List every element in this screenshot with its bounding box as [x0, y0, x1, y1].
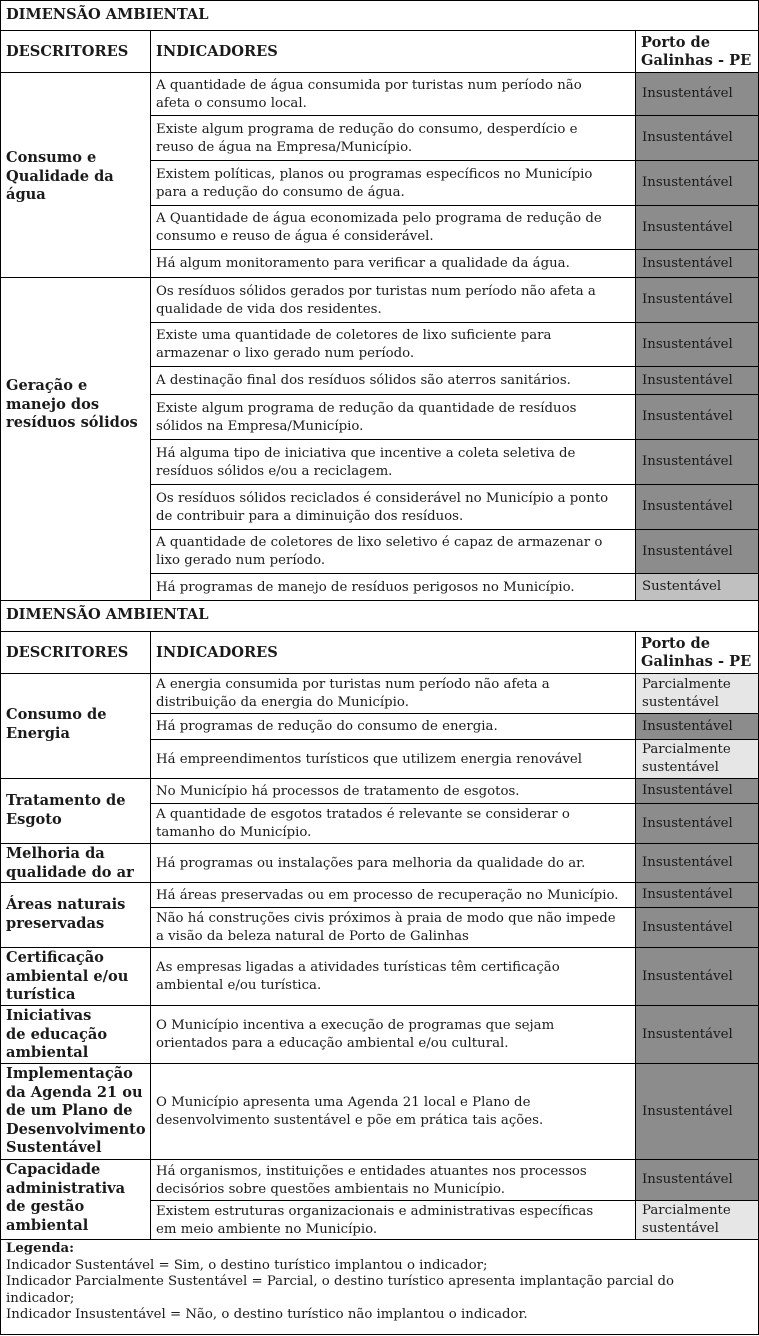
status-cell: Insustentável	[636, 395, 758, 439]
indicator-text: Existe algum programa de redução da quantidade de resíduos sólidos na Empresa/Município.	[156, 400, 577, 434]
status-cell: Insustentável	[636, 73, 758, 115]
legend-title: Legenda:	[6, 1241, 75, 1256]
table-rule	[150, 1063, 151, 1160]
table-rule	[0, 1063, 151, 1064]
status-cell: Insustentável	[636, 804, 758, 843]
header-descritores: DESCRITORES	[6, 644, 129, 661]
table-rule	[0, 673, 1, 779]
status-cell: Insustentável	[636, 948, 758, 1005]
table-rule	[0, 778, 151, 779]
table-rule	[0, 1005, 1, 1064]
status-cell: Insustentável	[636, 116, 758, 160]
table-rule	[150, 947, 151, 1006]
indicator-text: Há áreas preservadas ou em processo de recuperação no Município.	[156, 887, 619, 903]
status-cell: Insustentável	[636, 779, 758, 803]
status-cell: Insustentável	[636, 883, 758, 907]
status-cell: Insustentável	[636, 206, 758, 249]
table-rule	[150, 72, 151, 278]
table-rule	[0, 843, 1, 883]
table-rule	[0, 277, 151, 278]
indicator-text: Há programas de manejo de resíduos perigosos no Município.	[156, 579, 575, 595]
table-rule	[150, 882, 151, 948]
table-rule	[0, 72, 1, 278]
table-rule	[0, 631, 759, 632]
indicator-text: A quantidade de coletores de lixo seletivo é capaz de armazenar o lixo gerado num período.	[156, 535, 603, 568]
table-title: DIMENSÃO AMBIENTAL	[6, 6, 209, 23]
descriptor-label: Implementação da Agenda 21 ou de um Plano de Desenvolvimento Sustentável	[6, 1065, 146, 1157]
descriptor-label: Capacidade administrativa de gestão ambiental	[6, 1161, 126, 1234]
status-cell: Parcialmente sustentável	[636, 1201, 758, 1239]
status-cell: Insustentável	[636, 440, 758, 484]
legend-line: Indicador Parcialmente Sustentável = Parcial, o destino turístico apresenta implantação parcial do	[6, 1274, 675, 1289]
table-rule	[150, 778, 151, 844]
indicator-text: A destinação final dos resíduos sólidos são aterros sanitários.	[156, 373, 571, 388]
status-cell: Insustentável	[636, 1006, 758, 1063]
status-cell: Insustentável	[636, 323, 758, 366]
table-rule	[150, 843, 151, 883]
table-rule	[0, 882, 1, 948]
table-rule	[0, 0, 1, 72]
status-cell: Insustentável	[636, 1064, 758, 1159]
table-rule	[150, 1005, 151, 1064]
indicator-text: O Município apresenta uma Agenda 21 local e Plano de desenvolvimento sustentável e põe em prática tais ações.	[156, 1095, 544, 1128]
header-location: Porto de Galinhas - PE	[641, 34, 752, 69]
table-rule	[0, 947, 151, 948]
descriptor-label: Melhoria da qualidade do ar	[6, 845, 134, 881]
indicator-text: A quantidade de água consumida por turistas num período não afeta o consumo local.	[156, 77, 582, 111]
indicator-text: Não há construções civis próximos à praia de modo que não impede a visão da beleza natural de Porto de Galinhas	[156, 911, 616, 944]
table-rule	[0, 947, 1, 1006]
header-descritores: DESCRITORES	[6, 43, 129, 60]
header-indicadores: INDICADORES	[156, 43, 278, 60]
indicator-text: Há alguma tipo de iniciativa que incentive a coleta seletiva de resíduos sólidos e/ou a reciclagem.	[156, 445, 576, 479]
descriptor-label: Consumo de Energia	[6, 706, 107, 742]
descriptor-label: Geração e manejo dos resíduos sólidos	[6, 377, 138, 432]
indicator-text: Os resíduos sólidos gerados por turistas num período não afeta a qualidade de vida dos residentes.	[156, 283, 596, 317]
table-rule	[150, 30, 151, 72]
table-rule	[0, 882, 151, 883]
indicator-text: Existem estruturas organizacionais e administrativas específicas em meio ambiente no Município.	[156, 1203, 594, 1237]
table-rule	[0, 1159, 151, 1160]
table-rule	[0, 1063, 1, 1160]
descriptor-label: Consumo e Qualidade da água	[6, 149, 114, 204]
indicator-text: Existem políticas, planos ou programas específicos no Município para a redução do consumo de água.	[156, 166, 593, 200]
indicator-text: Há algum monitoramento para verificar a qualidade da água.	[156, 256, 570, 271]
header-indicadores: INDICADORES	[156, 644, 278, 661]
indicator-text: A Quantidade de água economizada pelo programa de redução de consumo e reuso de água é considerável.	[156, 211, 602, 244]
legend-line: Indicador Insustentável = Não, o destino turístico não implantou o indicador.	[6, 1307, 528, 1322]
table-rule	[150, 673, 151, 779]
table-rule	[0, 30, 759, 31]
table-rule	[0, 778, 1, 844]
table-rule	[0, 1239, 1, 1334]
indicator-text: A quantidade de esgotos tratados é relevante se considerar o tamanho do Município.	[156, 807, 570, 840]
table-rule	[635, 30, 636, 72]
legend-line: indicador;	[6, 1290, 75, 1306]
descriptor-label: Tratamento de Esgoto	[6, 792, 126, 828]
indicator-text: Existe algum programa de redução do consumo, desperdício e reuso de água na Empresa/Município.	[156, 121, 578, 155]
indicator-text: O Município incentiva a execução de programas que sejam orientados para a educação ambiental e/ou cultural.	[156, 1018, 555, 1051]
legend-line: Indicador Sustentável = Sim, o destino turístico implantou o indicador;	[6, 1257, 488, 1273]
status-cell: Insustentável	[636, 908, 758, 947]
indicator-text: Há programas de redução do consumo de energia.	[156, 719, 498, 734]
status-cell: Parcialmente sustentável	[636, 674, 758, 713]
table-rule	[150, 1239, 759, 1240]
status-cell: Insustentável	[636, 278, 758, 322]
indicator-text: No Município há processos de tratamento de esgotos.	[156, 783, 520, 799]
table-rule	[0, 1239, 151, 1240]
status-cell: Sustentável	[636, 574, 758, 600]
status-cell: Insustentável	[636, 367, 758, 394]
table-rule	[0, 600, 1, 673]
indicator-text: Há empreendimentos turísticos que utilizem energia renovável	[156, 751, 583, 767]
descriptor-label: Certificação ambiental e/ou turística	[6, 949, 129, 1004]
descriptor-label: Áreas naturais preservadas	[6, 896, 126, 932]
table-rule	[0, 0, 759, 1]
table-rule	[0, 1005, 151, 1006]
indicator-text: Existe uma quantidade de coletores de lixo suficiente para armazenar o lixo gerado num período.	[156, 328, 552, 361]
header-location: Porto de Galinhas - PE	[641, 635, 752, 670]
descriptor-label: Iniciativas de educação ambiental	[6, 1007, 108, 1062]
indicator-text: Há programas ou instalações para melhoria da qualidade do ar.	[156, 855, 586, 871]
status-cell: Insustentável	[636, 485, 758, 529]
indicator-text: Há organismos, instituições e entidades atuantes nos processos decisórios sobre questões ambientais no Município.	[156, 1163, 587, 1197]
indicator-text: A energia consumida por turistas num período não afeta a distribuição da energia do Município.	[156, 677, 550, 710]
status-cell: Parcialmente sustentável	[636, 740, 758, 778]
table-rule	[0, 600, 759, 601]
table-title: DIMENSÃO AMBIENTAL	[6, 606, 209, 623]
table-rule	[0, 1334, 759, 1335]
status-cell: Insustentável	[636, 714, 758, 739]
table-rule	[150, 631, 151, 673]
table-rule	[0, 1159, 1, 1240]
indicator-text: Os resíduos sólidos reciclados é considerável no Município a ponto de contribuir para a diminuição dos resíduos.	[156, 490, 609, 524]
table-rule	[635, 631, 636, 673]
status-cell: Insustentável	[636, 844, 758, 882]
status-cell: Insustentável	[636, 1160, 758, 1200]
status-cell: Insustentável	[636, 530, 758, 573]
table-rule	[0, 277, 1, 601]
status-cell: Insustentável	[636, 250, 758, 277]
table-rule	[0, 843, 151, 844]
status-cell: Insustentável	[636, 161, 758, 205]
indicator-text: As empresas ligadas a atividades turísticas têm certificação ambiental e/ou turística.	[156, 960, 560, 993]
